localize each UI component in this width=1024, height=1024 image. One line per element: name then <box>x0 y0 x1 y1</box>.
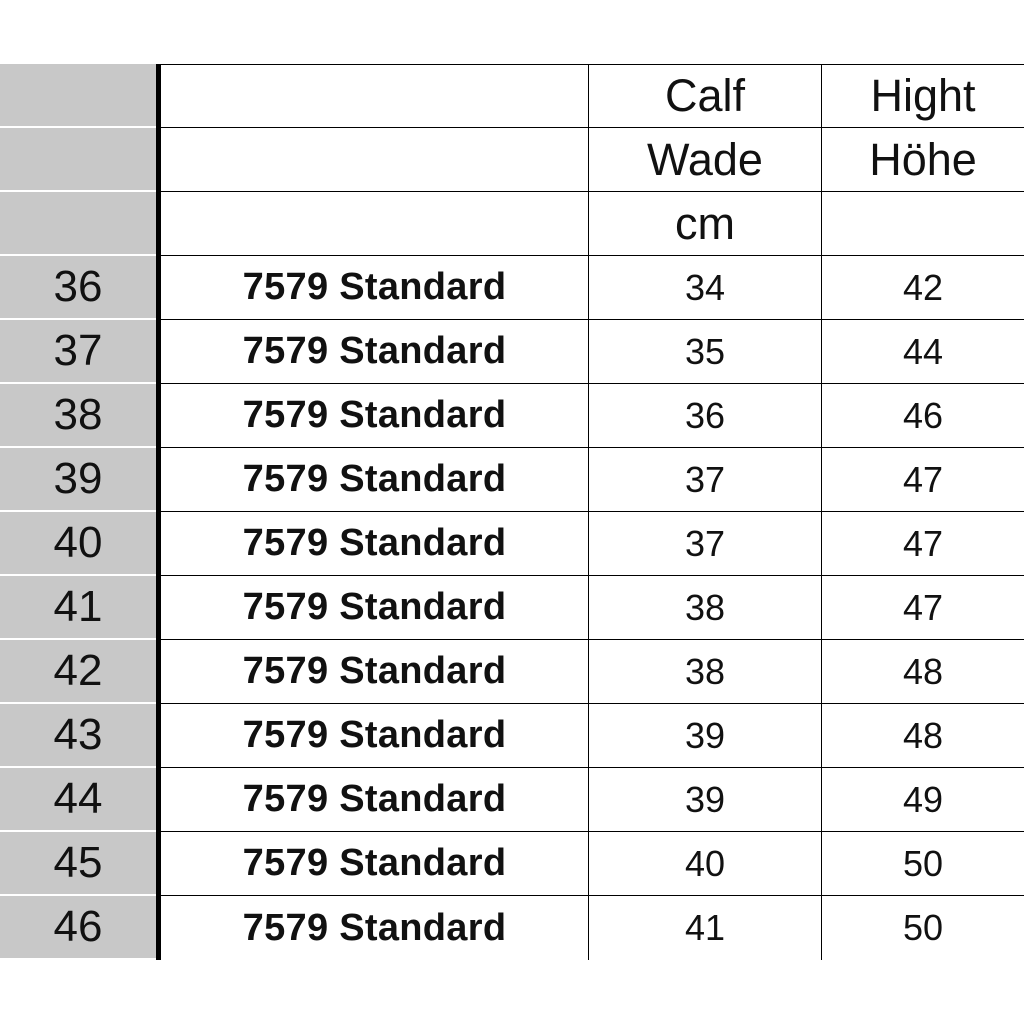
size-header-cell <box>0 128 156 192</box>
hight-cell: 47 <box>821 448 1024 512</box>
calf-header-en: Calf <box>588 64 821 128</box>
calf-cell: 35 <box>588 320 821 384</box>
size-value: 37 <box>53 326 103 375</box>
table-row <box>0 640 1024 704</box>
table-row <box>0 320 1024 384</box>
calf-cell: 38 <box>588 640 821 704</box>
size-value: 44 <box>53 774 103 823</box>
size-chart-table <box>0 64 1024 960</box>
header-row-3 <box>0 192 1024 256</box>
hight-cell: 48 <box>821 640 1024 704</box>
size-cell <box>0 256 156 320</box>
calf-cell: 39 <box>588 768 821 832</box>
size-value: 38 <box>53 390 103 439</box>
calf-cell: 36 <box>588 384 821 448</box>
model-cell: 7579 Standard <box>156 320 588 384</box>
calf-cell: 37 <box>588 512 821 576</box>
hight-cell: 50 <box>821 896 1024 960</box>
size-value: 43 <box>53 710 103 759</box>
size-cell <box>0 512 156 576</box>
model-cell: 7579 Standard <box>156 640 588 704</box>
hight-cell: 47 <box>821 576 1024 640</box>
model-cell: 7579 Standard <box>156 768 588 832</box>
size-value: 42 <box>53 646 103 695</box>
hight-header-de: Höhe <box>821 128 1024 192</box>
size-value: 46 <box>53 902 103 951</box>
table-row <box>0 576 1024 640</box>
header-row-2 <box>0 128 1024 192</box>
size-cell <box>0 640 156 704</box>
table-row <box>0 896 1024 960</box>
model-cell: 7579 Standard <box>156 384 588 448</box>
hight-unit <box>821 192 1024 256</box>
size-value: 45 <box>53 838 103 887</box>
hight-cell: 42 <box>821 256 1024 320</box>
size-header-cell <box>0 64 156 128</box>
hight-cell: 47 <box>821 512 1024 576</box>
calf-cell: 41 <box>588 896 821 960</box>
table-row <box>0 704 1024 768</box>
hight-cell: 50 <box>821 832 1024 896</box>
calf-unit: cm <box>588 192 821 256</box>
size-value: 41 <box>53 582 103 631</box>
model-header-cell <box>156 128 588 192</box>
calf-cell: 37 <box>588 448 821 512</box>
size-cell <box>0 832 156 896</box>
model-cell: 7579 Standard <box>156 832 588 896</box>
calf-cell: 40 <box>588 832 821 896</box>
size-cell <box>0 448 156 512</box>
calf-cell: 38 <box>588 576 821 640</box>
hight-cell: 48 <box>821 704 1024 768</box>
header-row-1 <box>0 64 1024 128</box>
size-value: 36 <box>53 262 103 311</box>
model-cell: 7579 Standard <box>156 512 588 576</box>
size-cell <box>0 576 156 640</box>
model-header-cell <box>156 192 588 256</box>
hight-cell: 49 <box>821 768 1024 832</box>
size-value: 39 <box>53 454 103 503</box>
table-row <box>0 256 1024 320</box>
size-cell <box>0 384 156 448</box>
hight-header-en: Hight <box>821 64 1024 128</box>
calf-cell: 34 <box>588 256 821 320</box>
hight-cell: 44 <box>821 320 1024 384</box>
model-cell: 7579 Standard <box>156 576 588 640</box>
size-header-cell <box>0 192 156 256</box>
table-row <box>0 448 1024 512</box>
model-cell: 7579 Standard <box>156 704 588 768</box>
model-header-cell <box>156 64 588 128</box>
table-row <box>0 768 1024 832</box>
table-row <box>0 384 1024 448</box>
model-cell: 7579 Standard <box>156 256 588 320</box>
hight-cell: 46 <box>821 384 1024 448</box>
size-value: 40 <box>53 518 103 567</box>
table-row <box>0 512 1024 576</box>
size-cell <box>0 320 156 384</box>
calf-header-de: Wade <box>588 128 821 192</box>
model-cell: 7579 Standard <box>156 448 588 512</box>
model-cell: 7579 Standard <box>156 896 588 960</box>
table-row <box>0 832 1024 896</box>
calf-cell: 39 <box>588 704 821 768</box>
size-cell <box>0 704 156 768</box>
size-cell <box>0 896 156 960</box>
size-cell <box>0 768 156 832</box>
